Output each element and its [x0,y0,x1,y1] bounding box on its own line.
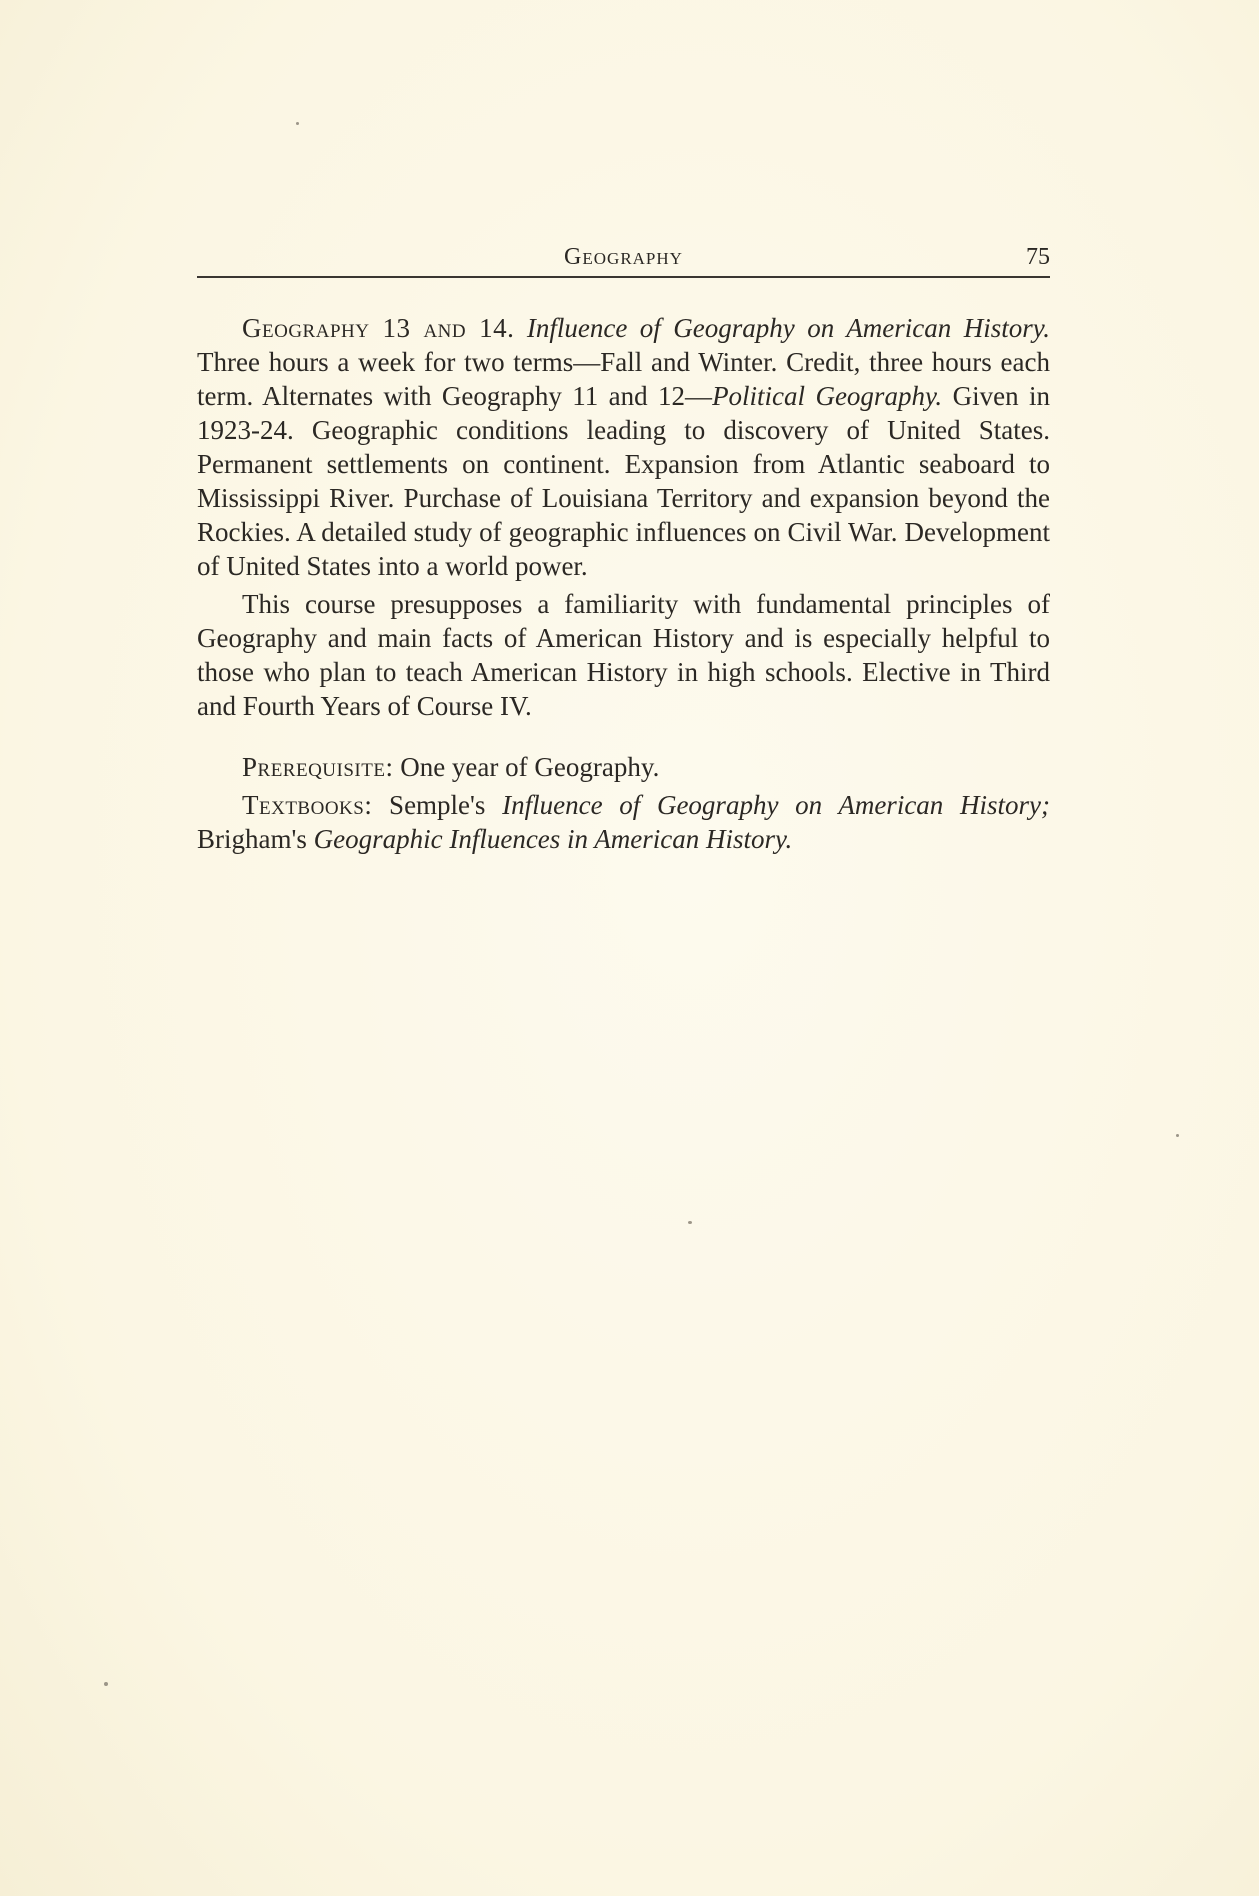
textbooks-paragraph [197,788,1050,856]
paper-speck [688,1221,692,1224]
course-description-continued: Given in 1923-24. Geographic conditions leading to discovery of United States. Permanent settlements on continent. Expansion from Atlantic seaboard to Mississippi River. Purchase of Louisiana Territory and expansion beyond the Rockies. A detailed study of geographic influences on Civil War. Development of United States into a world power. [197,381,1050,581]
page-number: 75 [1026,244,1050,270]
prerequisite-paragraph [197,750,1050,784]
paper-speck [1176,1134,1179,1137]
textbook-title-1: Influence of Geography on American History; [502,790,1050,820]
textbook-title-2: Geographic Influences in American History. [313,824,793,854]
prerequisite-label: Prerequisite: [242,752,394,782]
course-description: Three hours a week for two terms—Fall and Winter. Credit, three hours each term. Alternates with Geography 11 and 12— [197,347,1050,411]
running-title: Geography [564,244,683,270]
course-description-paragraph [197,311,1050,583]
course-title: Influence of Geography on American History. [526,313,1050,343]
paper-speck [296,122,299,125]
body-text [197,311,1050,856]
prerequisite-text: One year of Geography. [400,752,660,782]
course-heading: Geography 13 and 14. [242,313,515,343]
presupposition-paragraph: This course presupposes a familiarity with fundamental principles of Geography and main facts of American History and is especially helpful to those who plan to teach American History in high schools. Elective in Third and Fourth Years of Course IV. [197,589,1050,721]
running-header [197,242,1050,278]
textbooks-label: Textbooks: [242,790,373,820]
alternate-course-title: Political Geography. [712,381,943,411]
paper-speck [104,1682,108,1686]
textbook-author-1: Semple's [389,790,486,820]
textbook-author-2: Brigham's [197,824,307,854]
